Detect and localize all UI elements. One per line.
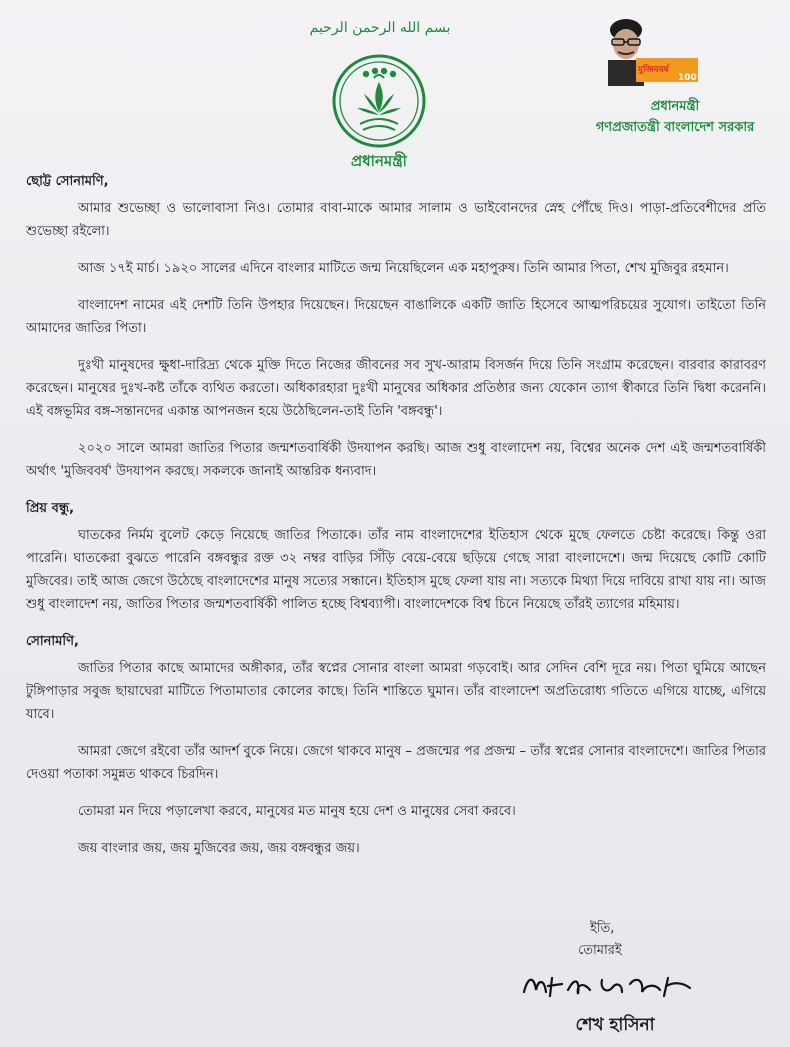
- emblem-caption: প্রধানমন্ত্রী: [351, 152, 407, 170]
- handwritten-signature: [518, 966, 698, 1006]
- bismillah-calligraphy: بسم الله الرحمن الرحيم: [309, 20, 451, 36]
- paragraph-friend: ঘাতকের নির্মম বুলেট কেড়ে নিয়েছে জাতির পিতাকে। তাঁর নাম বাংলাদেশের ইতিহাস থেকে মুছে ফেলতে চেষ্টা করেছে। কিন্তু ওরা পারেনি। ঘাতকেরা বুঝতে পারেনি বঙ্গবন্ধুর রক্ত ৩২ নম্বর বাড়ির সিঁড়ি বেয়ে-বেয়ে ছড়িয়ে গেছে সারা বাংলাদেশে। জন্ম দিয়েছে কোটি কোটি মুজিবের। তাই আজ জেগে উঠেছে বাংলাদেশের মানুষ সত্যের সন্ধানে। ইতিহাস মুছে ফেলা যায় না। সত্যকে মিথ্যা দিয়ে দাবিয়ে রাখা যায় না। আজ শুধু বাংলাদেশ নয়, জাতির পিতার জন্মশতবার্ষিকী পালিত হচ্ছে বিশ্বব্যাপী। বাংলাদেশকে বিশ্ব চিনে নিয়েছে তাঁরই ত্যাগের মহিমায়।: [26, 528, 766, 612]
- mujib-borsho-logo: [596, 14, 700, 86]
- paragraph-joy-bangla: জয় বাংলার জয়, জয় মুজিবের জয়, জয় বঙ্গবন্ধুর জয়।: [78, 841, 360, 856]
- paragraph-advice: তোমরা মন দিয়ে পড়ালেখা করবে, মানুষের মত মানুষ হয়ে দেশ ও মানুষের সেবা করবে।: [78, 804, 516, 819]
- paragraph-nation-gift: বাংলাদেশ নামের এই দেশটি তিনি উপহার দিয়েছেন। দিয়েছেন বাঙালিকে একটি জাতি হিসেবে আত্মপরিচয়ের সুযোগ। তাইতো তিনি আমাদের জাতির পিতা।: [26, 298, 766, 336]
- paragraph-birthday: আজ ১৭ই মার্চ। ১৯২০ সালের এদিনে বাংলার মাটিতে জন্ম নিয়েছিলেন এক মহাপুরুষ। তিনি আমার পিতা, শেখ মুজিবুর রহমান।: [78, 261, 729, 276]
- logo-number: 100: [678, 73, 697, 83]
- government-emblem-icon: [330, 52, 428, 150]
- paragraph-greeting: আমার শুভেচ্ছা ও ভালোবাসা নিও। তোমার বাবা-মাকে আমার সালাম ও ভাইবোনদের স্নেহ পৌঁছে দিও। পাড়া-প্রতিবেশীদের প্রতি শুভেচ্ছা রইলো।: [26, 201, 766, 239]
- paragraph-promise: জাতির পিতার কাছে আমাদের অঙ্গীকার, তাঁর স্বপ্নের সোনার বাংলা আমরা গড়বোই। আর সেদিন বেশি দূরে নয়। পিতা ঘুমিয়ে আছেন টুঙ্গিপাড়ার সবুজ ছায়াঘেরা মাটিতে পিতামাতার কোলের কাছে। তিনি শান্তিতে ঘুমান। তাঁর বাংলাদেশ অপ্রতিরোধ্য গতিতে এগিয়ে যাচ্ছে, এগিয়ে যাবে।: [26, 661, 766, 722]
- salutation-sonamoni: সোনামণি,: [26, 634, 79, 649]
- letter-body: [26, 170, 766, 874]
- office-subtitle: গণপ্রজাতন্ত্রী বাংলাদেশ সরকার: [595, 120, 755, 135]
- logo-wordmark: মুজিববর্ষ: [638, 65, 669, 75]
- office-title: প্রধানমন্ত্রী: [650, 99, 700, 114]
- closing-iti: ইতি,: [590, 921, 615, 936]
- paragraph-centenary: ২০২০ সালে আমরা জাতির পিতার জন্মশতবার্ষিকী উদযাপন করছি। আজ শুধু বাংলাদেশ নয়, বিশ্বের অনেক দেশ এই জন্মশতবার্ষিকী অর্থাৎ 'মুজিববর্ষ' উদযাপন করছে। সকলকে জানাই আন্তরিক ধন্যবাদ।: [26, 441, 766, 479]
- salutation: ছোট্ট সোনামণি,: [26, 174, 109, 189]
- closing-tomari: তোমারই: [578, 943, 622, 958]
- paragraph-struggle: দুঃখী মানুষদের ক্ষুধা-দারিদ্র্য থেকে মুক্তি দিতে নিজের জীবনের সব সুখ-আরাম বিসর্জন দিয়ে তিনি সংগ্রাম করেছেন। বারবার কারাবরণ করেছেন। মানুষের দুঃখ-কষ্ট তাঁকে ব্যথিত করতো। অধিকারহারা দুঃখী মানুষের অধিকার প্রতিষ্ঠার জন্য যেকোন ত্যাগ স্বীকারে তিনি দ্বিধা করেননি। এই বঙ্গভূমির বঙ্গ-সন্তানদের একান্ত আপনজন হয়ে উঠেছিলেন-তাই তিনি 'বঙ্গবন্ধু'।: [26, 358, 766, 419]
- signer-name: শেখ হাসিনা: [575, 1015, 655, 1035]
- salutation-friend: প্রিয় বন্ধু,: [26, 501, 75, 516]
- paragraph-awake: আমরা জেগে রইবো তাঁর আদর্শ বুকে নিয়ে। জেগে থাকবে মানুষ – প্রজন্মের পর প্রজন্ম – তাঁর স্বপ্নের সোনার বাংলাদেশে। জাতির পিতার দেওয়া পতাকা সমুন্নত থাকবে চিরদিন।: [26, 744, 766, 782]
- office-block: [570, 96, 780, 138]
- closing-block: [550, 918, 770, 962]
